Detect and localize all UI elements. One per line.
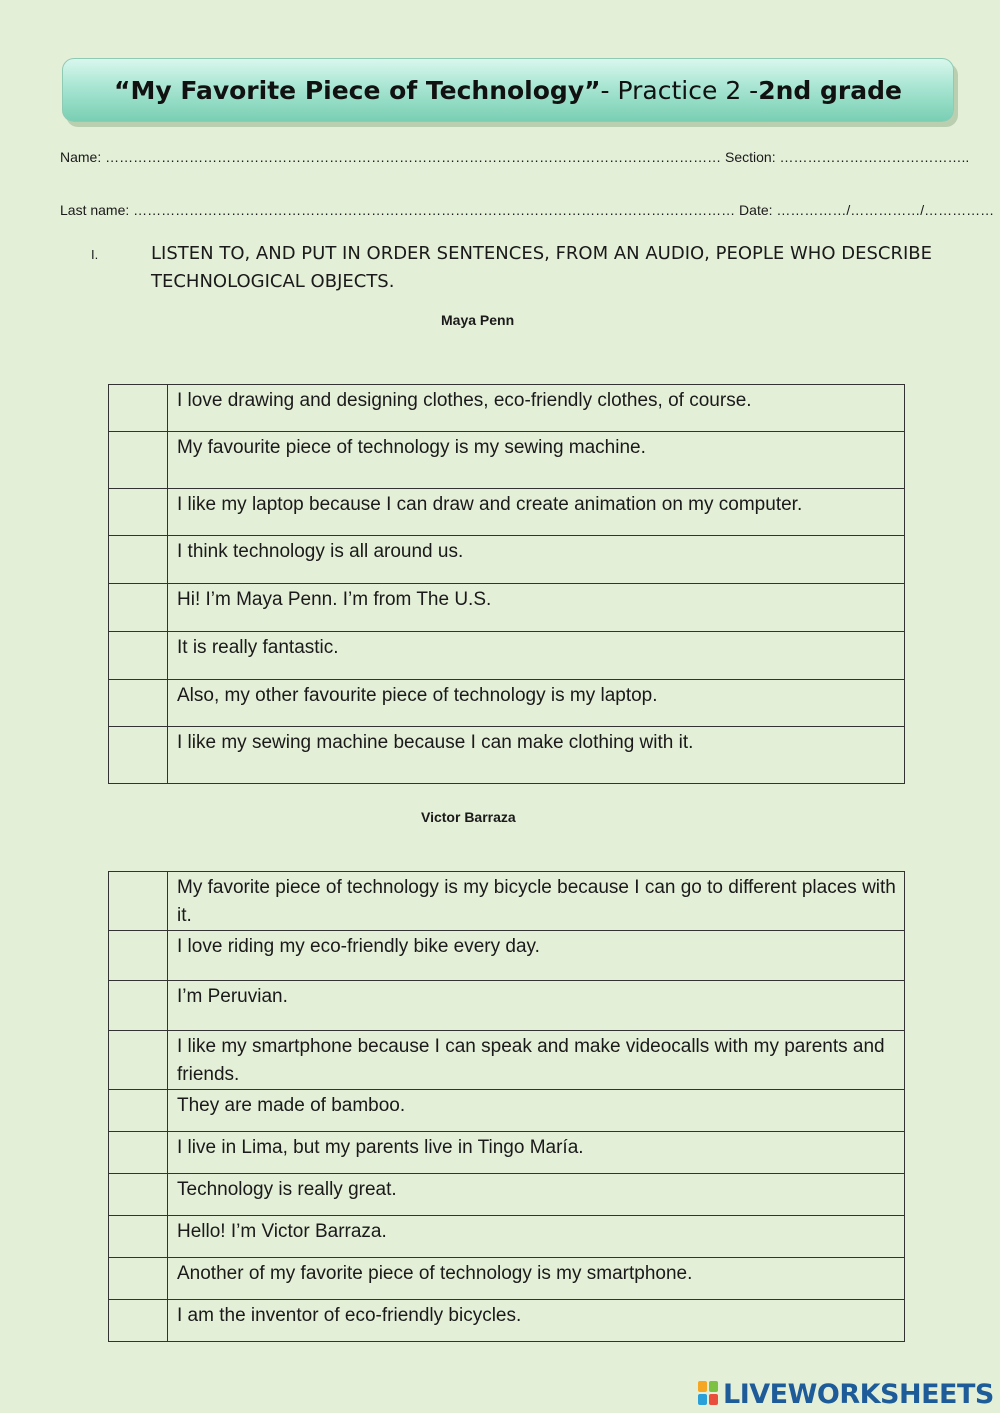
name-line — [60, 149, 970, 165]
table-row — [109, 489, 905, 536]
lastname-field[interactable]: ………………………………………………………………………………………………………………… — [133, 202, 736, 218]
table-row — [109, 1300, 905, 1342]
sentence-cell: Another of my favorite piece of technology is my smartphone. — [168, 1258, 905, 1300]
sentence-cell: I like my laptop because I can draw and create animation on my computer. — [168, 489, 905, 536]
lastname-line — [60, 202, 995, 218]
order-table-maya — [108, 384, 905, 784]
table-row — [109, 727, 905, 784]
order-number-cell[interactable] — [109, 385, 168, 432]
date-field[interactable]: ……………/……………/…………… — [776, 202, 995, 218]
table-row — [109, 931, 905, 981]
order-number-cell[interactable] — [109, 1132, 168, 1174]
title-banner — [62, 58, 954, 122]
table-row — [109, 1031, 905, 1090]
sentence-cell: I’m Peruvian. — [168, 981, 905, 1031]
order-number-cell[interactable] — [109, 489, 168, 536]
order-number-cell[interactable] — [109, 584, 168, 632]
liveworksheets-logo — [698, 1380, 994, 1408]
name-label: Name: — [60, 149, 102, 165]
title-practice: - Practice 2 - — [600, 75, 759, 105]
logo-square-3 — [698, 1394, 707, 1405]
order-number-cell[interactable] — [109, 432, 168, 489]
order-number-cell[interactable] — [109, 632, 168, 680]
sentence-cell: I like my sewing machine because I can make clothing with it. — [168, 727, 905, 784]
table-row — [109, 1258, 905, 1300]
table-row — [109, 680, 905, 727]
table-row — [109, 872, 905, 931]
sentence-cell: My favourite piece of technology is my sewing machine. — [168, 432, 905, 489]
sentence-cell: I love riding my eco-friendly bike every day. — [168, 931, 905, 981]
instruction-text: LISTEN TO, AND PUT IN ORDER SENTENCES, FROM AN AUDIO, PEOPLE WHO DESCRIBE TECHNOLOGICAL OBJECTS. — [151, 243, 932, 292]
order-number-cell[interactable] — [109, 1174, 168, 1216]
title-quoted: “My Favorite Piece of Technology” — [114, 75, 601, 105]
section-field[interactable]: ………………………………….. — [779, 149, 970, 165]
lastname-label: Last name: — [60, 202, 130, 218]
table-row — [109, 1090, 905, 1132]
sentence-cell: I think technology is all around us. — [168, 536, 905, 584]
sentence-cell: Hello! I’m Victor Barraza. — [168, 1216, 905, 1258]
date-label: Date: — [739, 202, 773, 218]
sentence-cell: I am the inventor of eco-friendly bicycles. — [168, 1300, 905, 1342]
order-number-cell[interactable] — [109, 1258, 168, 1300]
title-grade: 2nd grade — [758, 75, 902, 105]
order-number-cell[interactable] — [109, 931, 168, 981]
order-number-cell[interactable] — [109, 872, 168, 931]
table-row — [109, 981, 905, 1031]
table-row — [109, 432, 905, 489]
order-number-cell[interactable] — [109, 1216, 168, 1258]
table-row — [109, 1216, 905, 1258]
sentence-cell: I love drawing and designing clothes, eco-friendly clothes, of course. — [168, 385, 905, 432]
table-row — [109, 584, 905, 632]
table-row — [109, 385, 905, 432]
sentence-cell: I like my smartphone because I can speak and make videocalls with my parents and friends. — [168, 1031, 905, 1090]
sentence-cell: My favorite piece of technology is my bicycle because I can go to different places with it. — [168, 872, 905, 931]
logo-text: LIVEWORKSHEETS — [723, 1378, 994, 1410]
name-field[interactable]: …………………………………………………………………………………………………………………… — [105, 149, 722, 165]
sentence-cell: It is really fantastic. — [168, 632, 905, 680]
logo-square-2 — [709, 1381, 718, 1392]
table-row — [109, 1174, 905, 1216]
order-number-cell[interactable] — [109, 727, 168, 784]
table-row — [109, 1132, 905, 1174]
person-name-victor: Victor Barraza — [421, 809, 516, 825]
sentence-cell: Hi! I’m Maya Penn. I’m from The U.S. — [168, 584, 905, 632]
table-row — [109, 536, 905, 584]
order-number-cell[interactable] — [109, 981, 168, 1031]
person-name-maya: Maya Penn — [441, 312, 515, 328]
order-table-victor — [108, 871, 905, 1342]
sentence-cell: I live in Lima, but my parents live in Tingo María. — [168, 1132, 905, 1174]
instruction-number: I. — [91, 247, 99, 262]
order-number-cell[interactable] — [109, 1031, 168, 1090]
sentence-cell: They are made of bamboo. — [168, 1090, 905, 1132]
order-number-cell[interactable] — [109, 1300, 168, 1342]
order-number-cell[interactable] — [109, 680, 168, 727]
section-label: Section: — [725, 149, 776, 165]
table-row — [109, 632, 905, 680]
logo-square-1 — [698, 1381, 707, 1392]
sentence-cell: Technology is really great. — [168, 1174, 905, 1216]
logo-square-4 — [709, 1394, 718, 1405]
logo-mark-icon — [698, 1381, 720, 1407]
sentence-cell: Also, my other favourite piece of technology is my laptop. — [168, 680, 905, 727]
order-number-cell[interactable] — [109, 536, 168, 584]
order-number-cell[interactable] — [109, 1090, 168, 1132]
